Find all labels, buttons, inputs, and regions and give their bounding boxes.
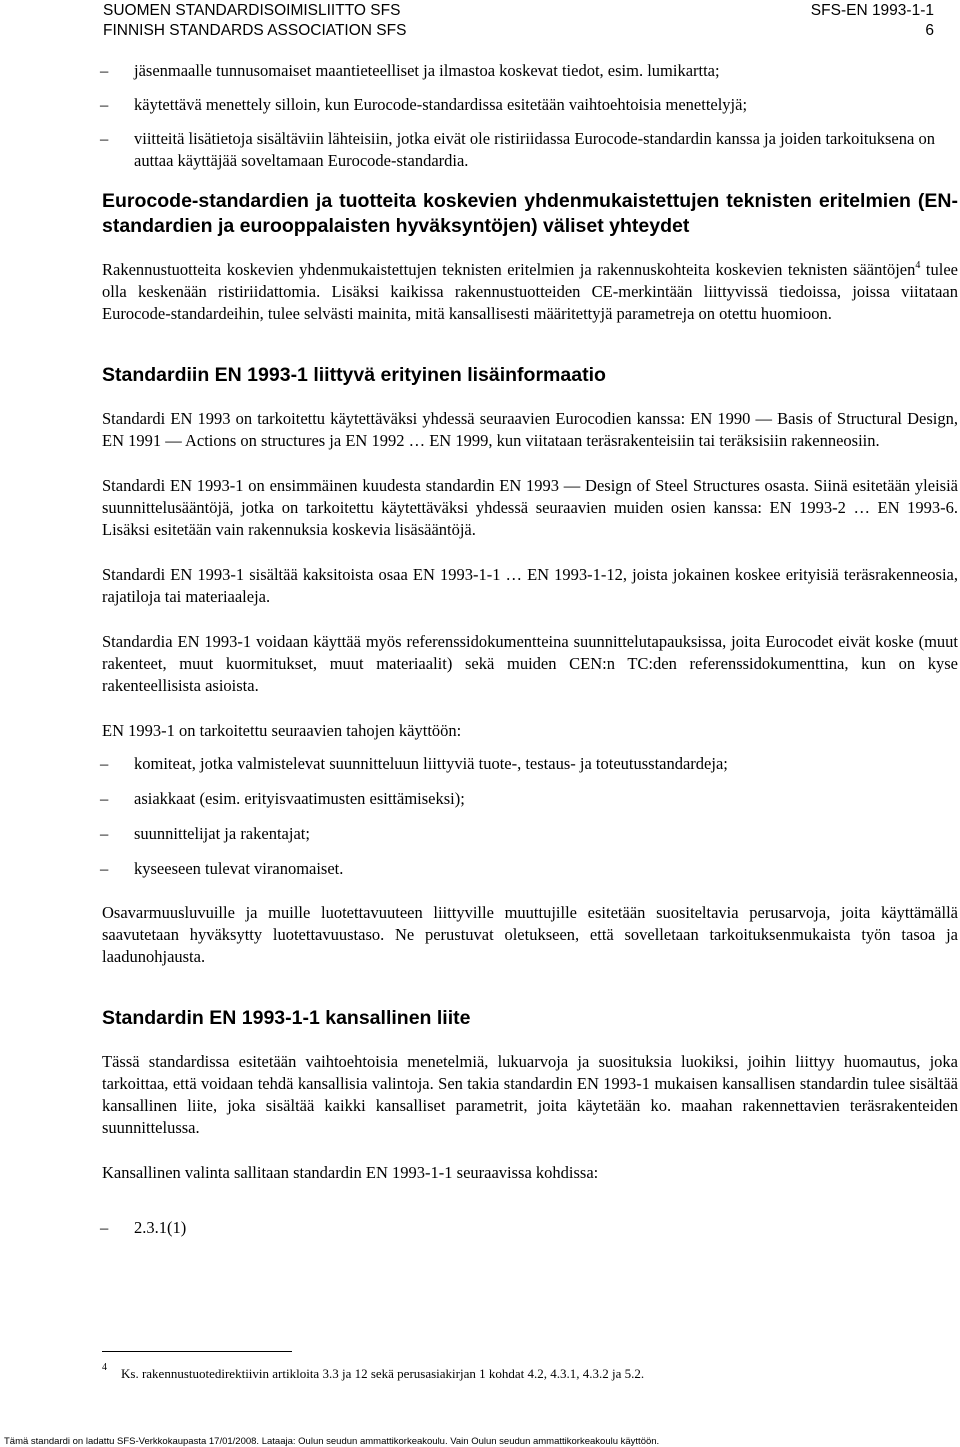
page-header <box>0 0 960 44</box>
dash-bullet: – <box>100 61 109 80</box>
paragraph: Standardi EN 1993 on tarkoitettu käytettäväksi yhdessä seuraavien Eurocodien kanssa: EN 1990 ― Basis of Structural Design, EN 1991 ― Actions on structures ja EN 1992 … EN 1999, kun viitataan teräsrakenteisiin tai teräksisiin rakenneosiin. <box>102 409 958 450</box>
footnote-number: 4 <box>102 1362 107 1373</box>
users-list <box>102 753 958 880</box>
dash-bullet: – <box>100 859 109 878</box>
paragraph: Tässä standardissa esitetään vaihtoehtoisia menetelmiä, lukuarvoja ja suosituksia luokiksi, joihin liittyy huomautus, joka tarkoittaa, että voidaan tehdä kansallisia valintoja. Sen takia standardin EN 1993-1 mukaisen kansallisen standardin tulee sisältää kansallinen liite, joka sisältää kaikki kansalliset parametrit, joita käytetään ko. maahan rakennettavien teräsrakenteiden suunnittelussa. <box>102 1052 958 1137</box>
footnote-divider <box>102 1351 292 1352</box>
section-heading-harmonised-specs: Eurocode-standardien ja tuotteita koskevien yhdenmukaistettujen teknisten eritelmien (EN-standardien ja eurooppalaisten hyväksyntöjen) väliset yhteydet <box>102 190 958 237</box>
footnote-ref: 4 <box>915 260 921 271</box>
dash-bullet: – <box>100 824 109 843</box>
header-org-fi: SUOMEN STANDARDISOIMISLIITTO SFS <box>103 2 401 19</box>
paragraph: Standardia EN 1993-1 voidaan käyttää myös referenssidokumentteina suunnittelutapauksissa, joita Eurocodet eivät koske (muut rakenteet, muut kuormitukset, muut materiaalit) sekä muiden CEN:n TC:den referenssidokumenttina, kun on kyse rakenteellisista asioista. <box>102 632 958 695</box>
paragraph: Standardi EN 1993-1 on ensimmäinen kuudesta standardin EN 1993 ― Design of Steel Structures osasta. Siinä esitetään yleisiä suunnittelusääntöjä, jotka on tarkoitettu käytettäväksi yhdessä seuraavien muiden osien kanssa: EN 1993-2 … EN 1993-6. Lisäksi esitetään vain rakennuksia koskevia lisäsääntöjä. <box>102 476 958 539</box>
list-item: – jäsenmaalle tunnusomaiset maantieteelliset ja ilmastoa koskevat tiedot, esim. lumikartta; <box>100 61 720 80</box>
paragraph: Osavarmuusluvuille ja muille luotettavuuteen liittyville muuttujille esitetään suositeltavia perusarvoja, joita käyttämällä saavutetaan hyväksytty luotettavuustaso. Ne perustuvat oletukseen, että sovelletaan tarkoituksenmukaista työn tasoa ja laadunohjausta. <box>102 903 958 966</box>
clauses-list <box>102 1217 958 1239</box>
footnote-text: Ks. rakennustuotedirektiivin artikloita 3.3 ja 12 sekä perusasiakirjan 1 kohdat 4.2, 4.3.1, 4.3.2 ja 5.2. <box>121 1366 645 1381</box>
header-org-en: FINNISH STANDARDS ASSOCIATION SFS <box>103 22 407 39</box>
list-item: – suunnittelijat ja rakentajat; <box>100 824 310 843</box>
paragraph: Rakennustuotteita koskevien yhdenmukaistettujen teknisten eritelmien ja rakennuskohteita koskevien teknisten sääntöjen$^4$ tulee olla keskenään ristiriidattomia. Lisäksi kaikissa rakennustuotteiden CE-merkintään liittyvissä tiedoissa, joissa viitataan Eurocode-standardeihin, tulee selvästi mainita, mitä kansallisesti määritettyjä parametreja on otettu huomioon. <box>102 260 958 323</box>
dash-bullet: – <box>100 1218 109 1237</box>
section-heading-national-annex: Standardin EN 1993-1-1 kansallinen liite <box>102 1007 471 1029</box>
list-item: – viitteitä lisätietoja sisältäviin lähteisiin, jotka eivät ole ristiriidassa Eurocode-standardin kanssa ja joiden tarkoituksena on auttaa käyttäjää soveltamaan Eurocode-standardia. <box>100 129 935 170</box>
header-page-number: 6 <box>925 22 934 39</box>
dash-bullet: – <box>100 129 109 148</box>
intro-list <box>102 60 958 172</box>
paragraph: EN 1993-1 on tarkoitettu seuraavien tahojen käyttöön: <box>102 721 462 740</box>
header-doc-id: SFS-EN 1993-1-1 <box>810 2 934 19</box>
dash-bullet: – <box>100 789 109 808</box>
page-body <box>102 60 958 1239</box>
download-notice: Tämä standardi on ladattu SFS-Verkkokaupasta 17/01/2008. Lataaja: Oulun seudun ammattikorkeakoulu. Vain Oulun seudun ammattikorkeakoulu käyttöön. <box>4 1436 660 1447</box>
list-item: – komiteat, jotka valmistelevat suunnitteluun liittyviä tuote-, testaus- ja toteutusstandardeja; <box>100 754 728 773</box>
section-heading-en1993-1-info: Standardiin EN 1993-1 liittyvä erityinen lisäinformaatio <box>102 364 606 386</box>
list-item: – asiakkaat (esim. erityisvaatimusten esittämiseksi); <box>100 789 465 808</box>
paragraph: Standardi EN 1993-1 sisältää kaksitoista osaa EN 1993-1-1 … EN 1993-1-12, joista jokainen koskee erityisiä teräsrakenneosia, rajatiloja tai materiaaleja. <box>102 565 958 606</box>
dash-bullet: – <box>100 95 109 114</box>
list-item: – käytettävä menettely silloin, kun Eurocode-standardissa esitetään vaihtoehtoisia menettelyjä; <box>100 95 748 114</box>
list-item: – 2.3.1(1) <box>100 1218 187 1237</box>
list-item: – kyseeseen tulevat viranomaiset. <box>100 859 344 878</box>
footnote <box>102 1362 952 1382</box>
dash-bullet: – <box>100 754 109 773</box>
paragraph: Kansallinen valinta sallitaan standardin EN 1993-1-1 seuraavissa kohdissa: <box>102 1163 599 1182</box>
